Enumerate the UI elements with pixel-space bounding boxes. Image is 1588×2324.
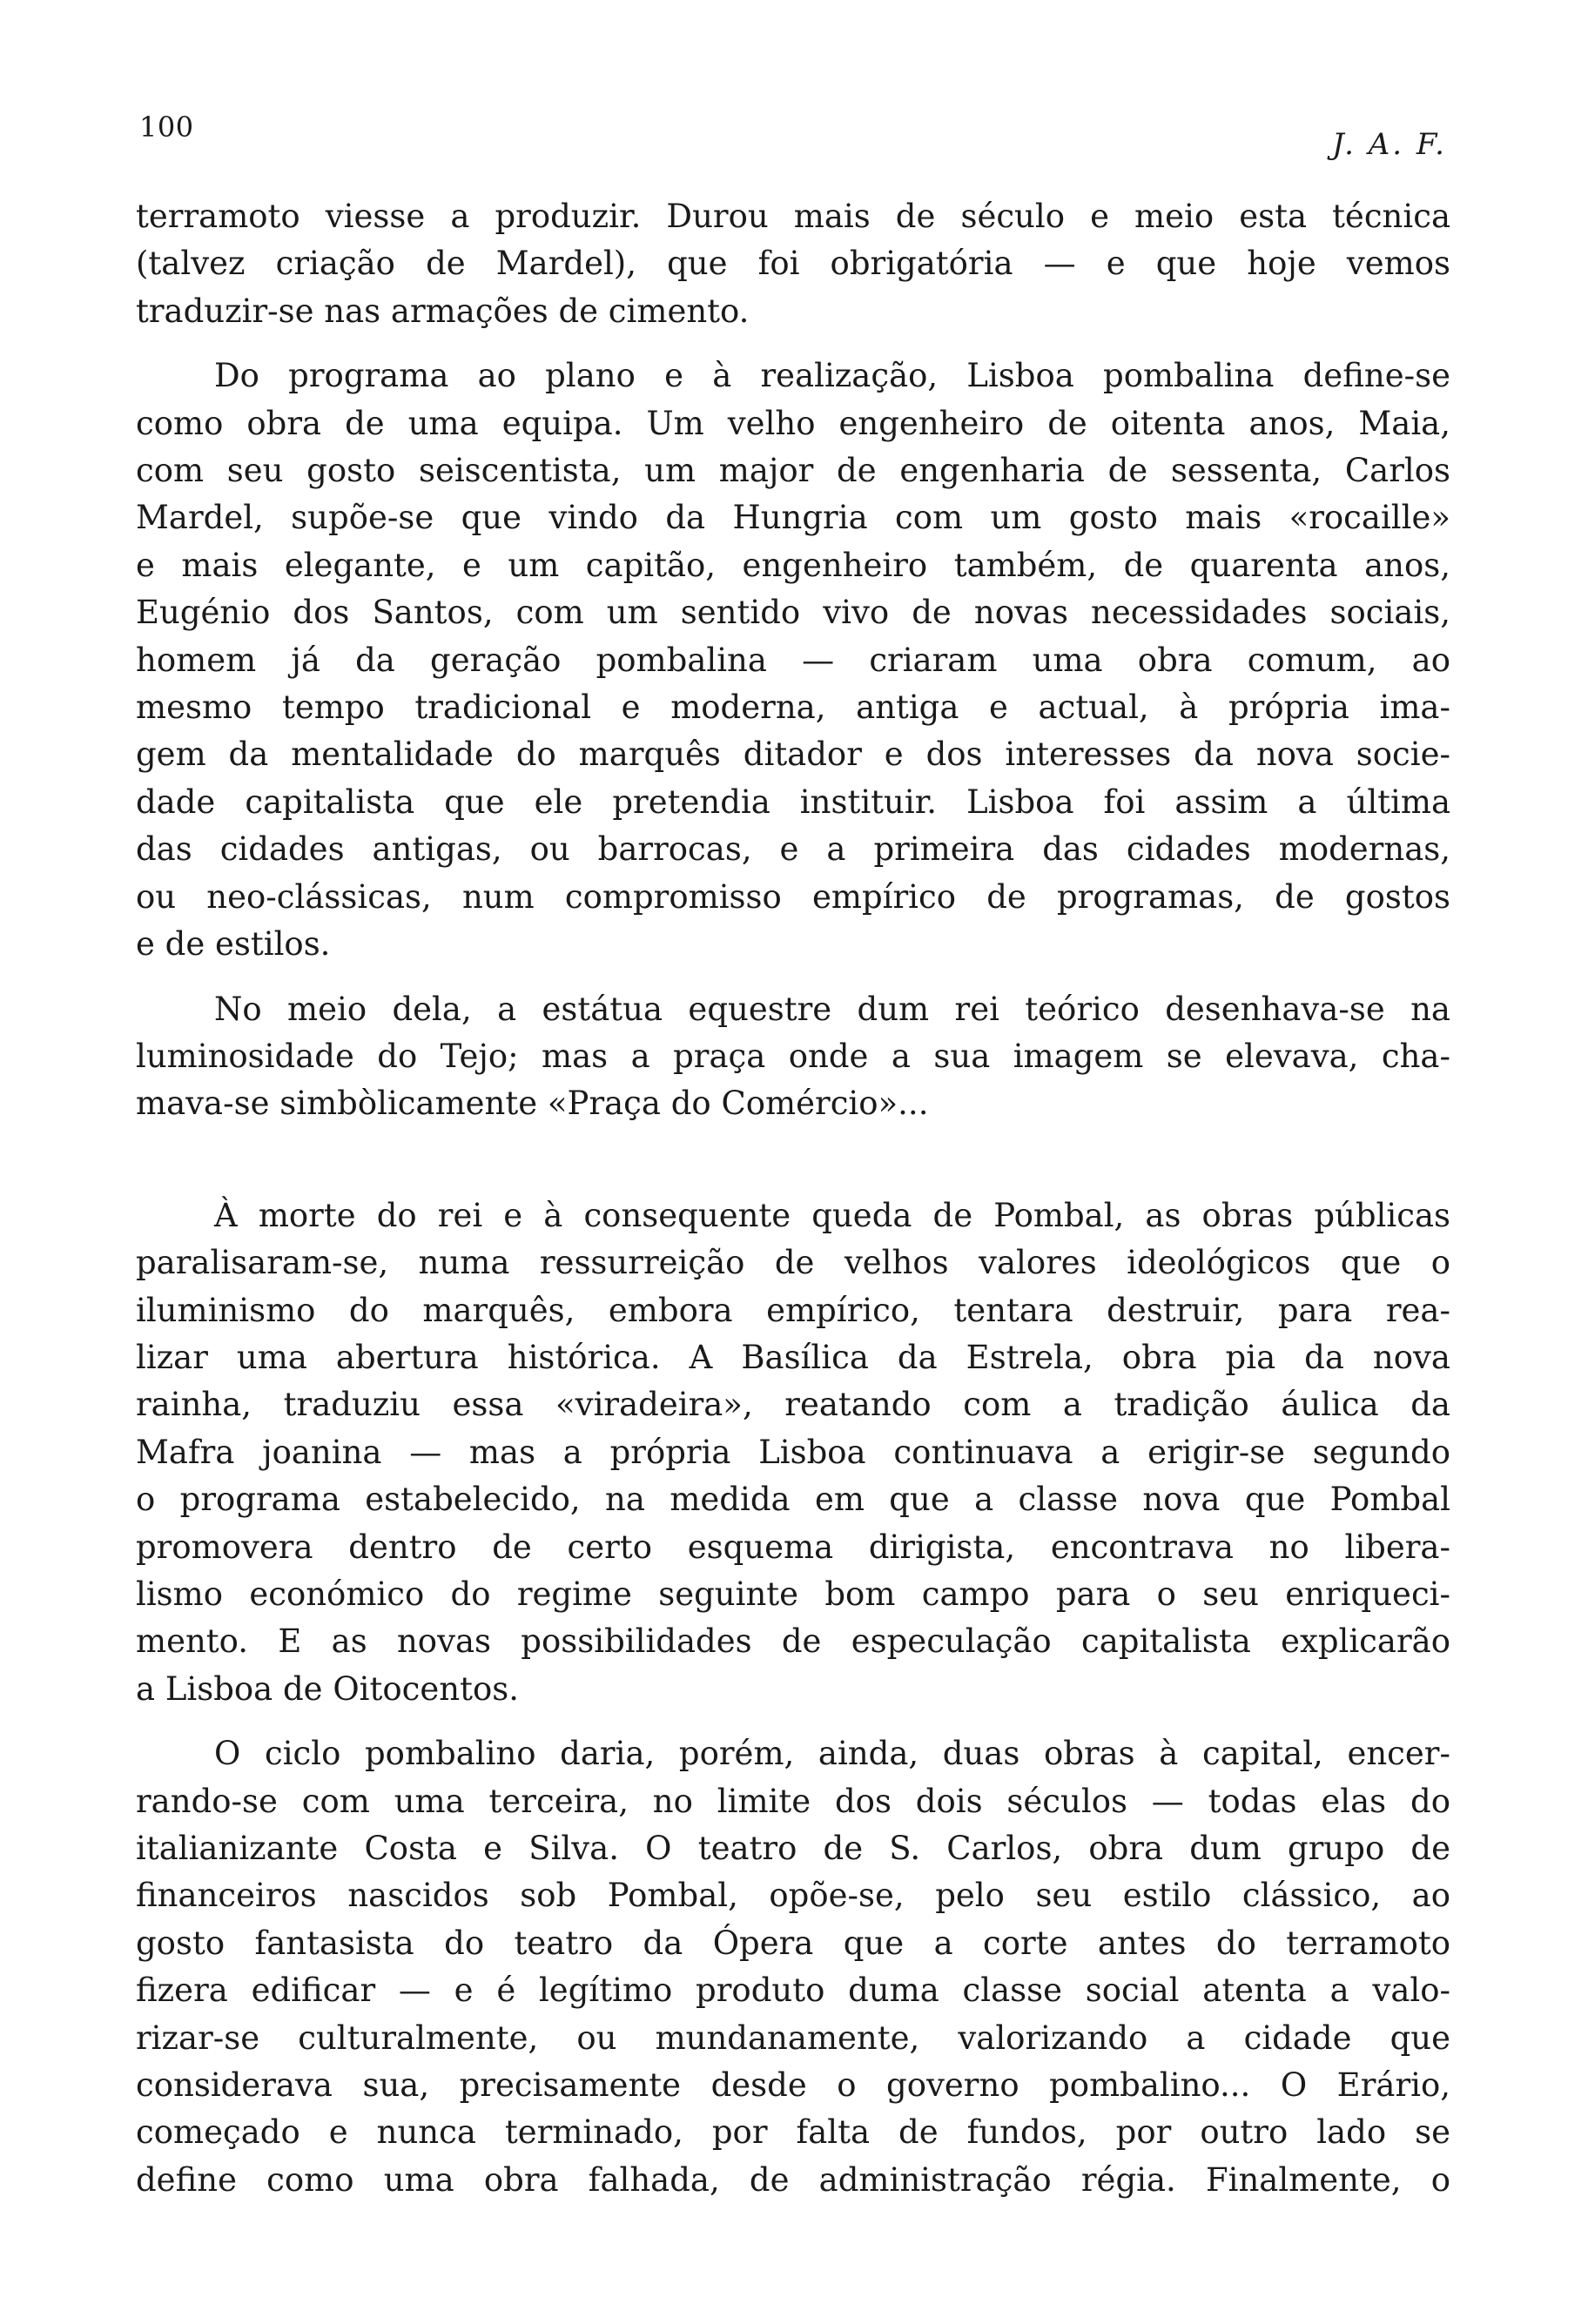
text-line: traduzir-se nas armações de cimento. [136,292,750,330]
text-line: rainha, traduziu essa «viradeira», reatando com a tradição áulica da [136,1386,1450,1424]
text-line: promovera dentro de certo esquema dirigista, encontrava no libera- [136,1528,1450,1566]
paragraph [136,1192,1450,1713]
text-line: mesmo tempo tradicional e moderna, antiga e actual, à própria ima- [136,688,1450,727]
text-line: e mais elegante, e um capitão, engenheiro também, de quarenta anos, [136,546,1450,584]
text-line: com seu gosto seiscentista, um major de engenharia de sessenta, Carlos [136,452,1450,490]
paragraph [136,986,1450,1128]
text-line: Mafra joanina — mas a própria Lisboa continuava a erigir-se segundo [136,1433,1450,1471]
text-line: mento. E as novas possibilidades de especulação capitalista explicarão [136,1622,1450,1661]
text-line: O ciclo pombalino daria, porém, ainda, duas obras à capital, encer- [214,1735,1450,1773]
page-number: 100 [139,111,194,144]
text-line: No meio dela, a estátua equestre dum rei teórico desenhava-se na [214,990,1450,1028]
text-line: homem já da geração pombalina — criaram uma obra comum, ao [136,641,1450,679]
text-line: fizera edificar — e é legítimo produto duma classe social atenta a valo- [136,1971,1450,2010]
text-line: Eugénio dos Santos, com um sentido vivo de novas necessidades sociais, [136,594,1450,632]
paragraph [136,353,1450,968]
running-title: J. A. F. [1332,127,1447,162]
text-line: gem da mentalidade do marquês ditador e dos interesses da nova socie- [136,735,1450,774]
text-line: terramoto viesse a produzir. Durou mais de século e meio esta técnica [136,198,1450,235]
text-line: começado e nunca terminado, por falta de fundos, por outro lado se [136,2113,1450,2152]
text-line: das cidades antigas, ou barrocas, e a primeira das cidades modernas, [136,830,1450,869]
text-line: luminosidade do Tejo; mas a praça onde a sua imagem se elevava, cha- [136,1037,1450,1075]
text-line: ou neo-clássicas, num compromisso empírico de programas, de gostos [136,877,1450,916]
text-line: lismo económico do regime seguinte bom campo para o seu enriqueci- [136,1575,1450,1613]
text-line: e de estilos. [136,925,331,964]
text-line: como obra de uma equipa. Um velho engenheiro de oitenta anos, Maia, [136,404,1450,442]
text-line: italianizante Costa e Silva. O teatro de S. Carlos, obra dum grupo de [136,1830,1450,1867]
text-line: Mardel, supõe-se que vindo da Hungria com um gosto mais «rocaille» [136,499,1450,537]
text-line: rando-se com uma terceira, no limite dos dois séculos — todas elas do [136,1782,1450,1820]
text-line: gosto fantasista do teatro da Ópera que a corte antes do terramoto [136,1924,1450,1962]
text-line: define como uma obra falhada, de administração régia. Finalmente, o [136,2160,1450,2199]
text-line: rizar-se culturalmente, ou mundanamente, valorizando a cidade que [136,2018,1450,2057]
text-line: Do programa ao plano e à realização, Lisboa pombalina define-se [214,357,1450,395]
text-line: financeiros nascidos sob Pombal, opõe-se, pelo seu estilo clássico, ao [136,1877,1450,1915]
text-line: lizar uma abertura histórica. A Basílica da Estrela, obra pia da nova [136,1338,1450,1376]
body-text [136,193,1450,2204]
paragraph [136,1730,1450,2204]
text-line: À morte do rei e à consequente queda de Pombal, as obras públicas [214,1196,1450,1234]
text-line: dade capitalista que ele pretendia instituir. Lisboa foi assim a última [136,783,1450,821]
text-line: o programa estabelecido, na medida em que a classe nova que Pombal [136,1481,1450,1519]
text-line: considerava sua, precisamente desde o governo pombalino... O Erário, [136,2066,1450,2105]
paragraph [136,193,1450,335]
text-line: (talvez criação de Mardel), que foi obrigatória — e que hoje vemos [136,245,1450,283]
text-line: iluminismo do marquês, embora empírico, tentara destruir, para rea- [136,1291,1450,1329]
running-head [139,110,1447,162]
text-line: mava-se simbòlicamente «Praça do Comércio»... [136,1085,929,1123]
text-line: paralisaram-se, numa ressurreição de velhos valores ideológicos que o [136,1244,1450,1282]
text-line: a Lisboa de Oitocentos. [136,1669,519,1708]
